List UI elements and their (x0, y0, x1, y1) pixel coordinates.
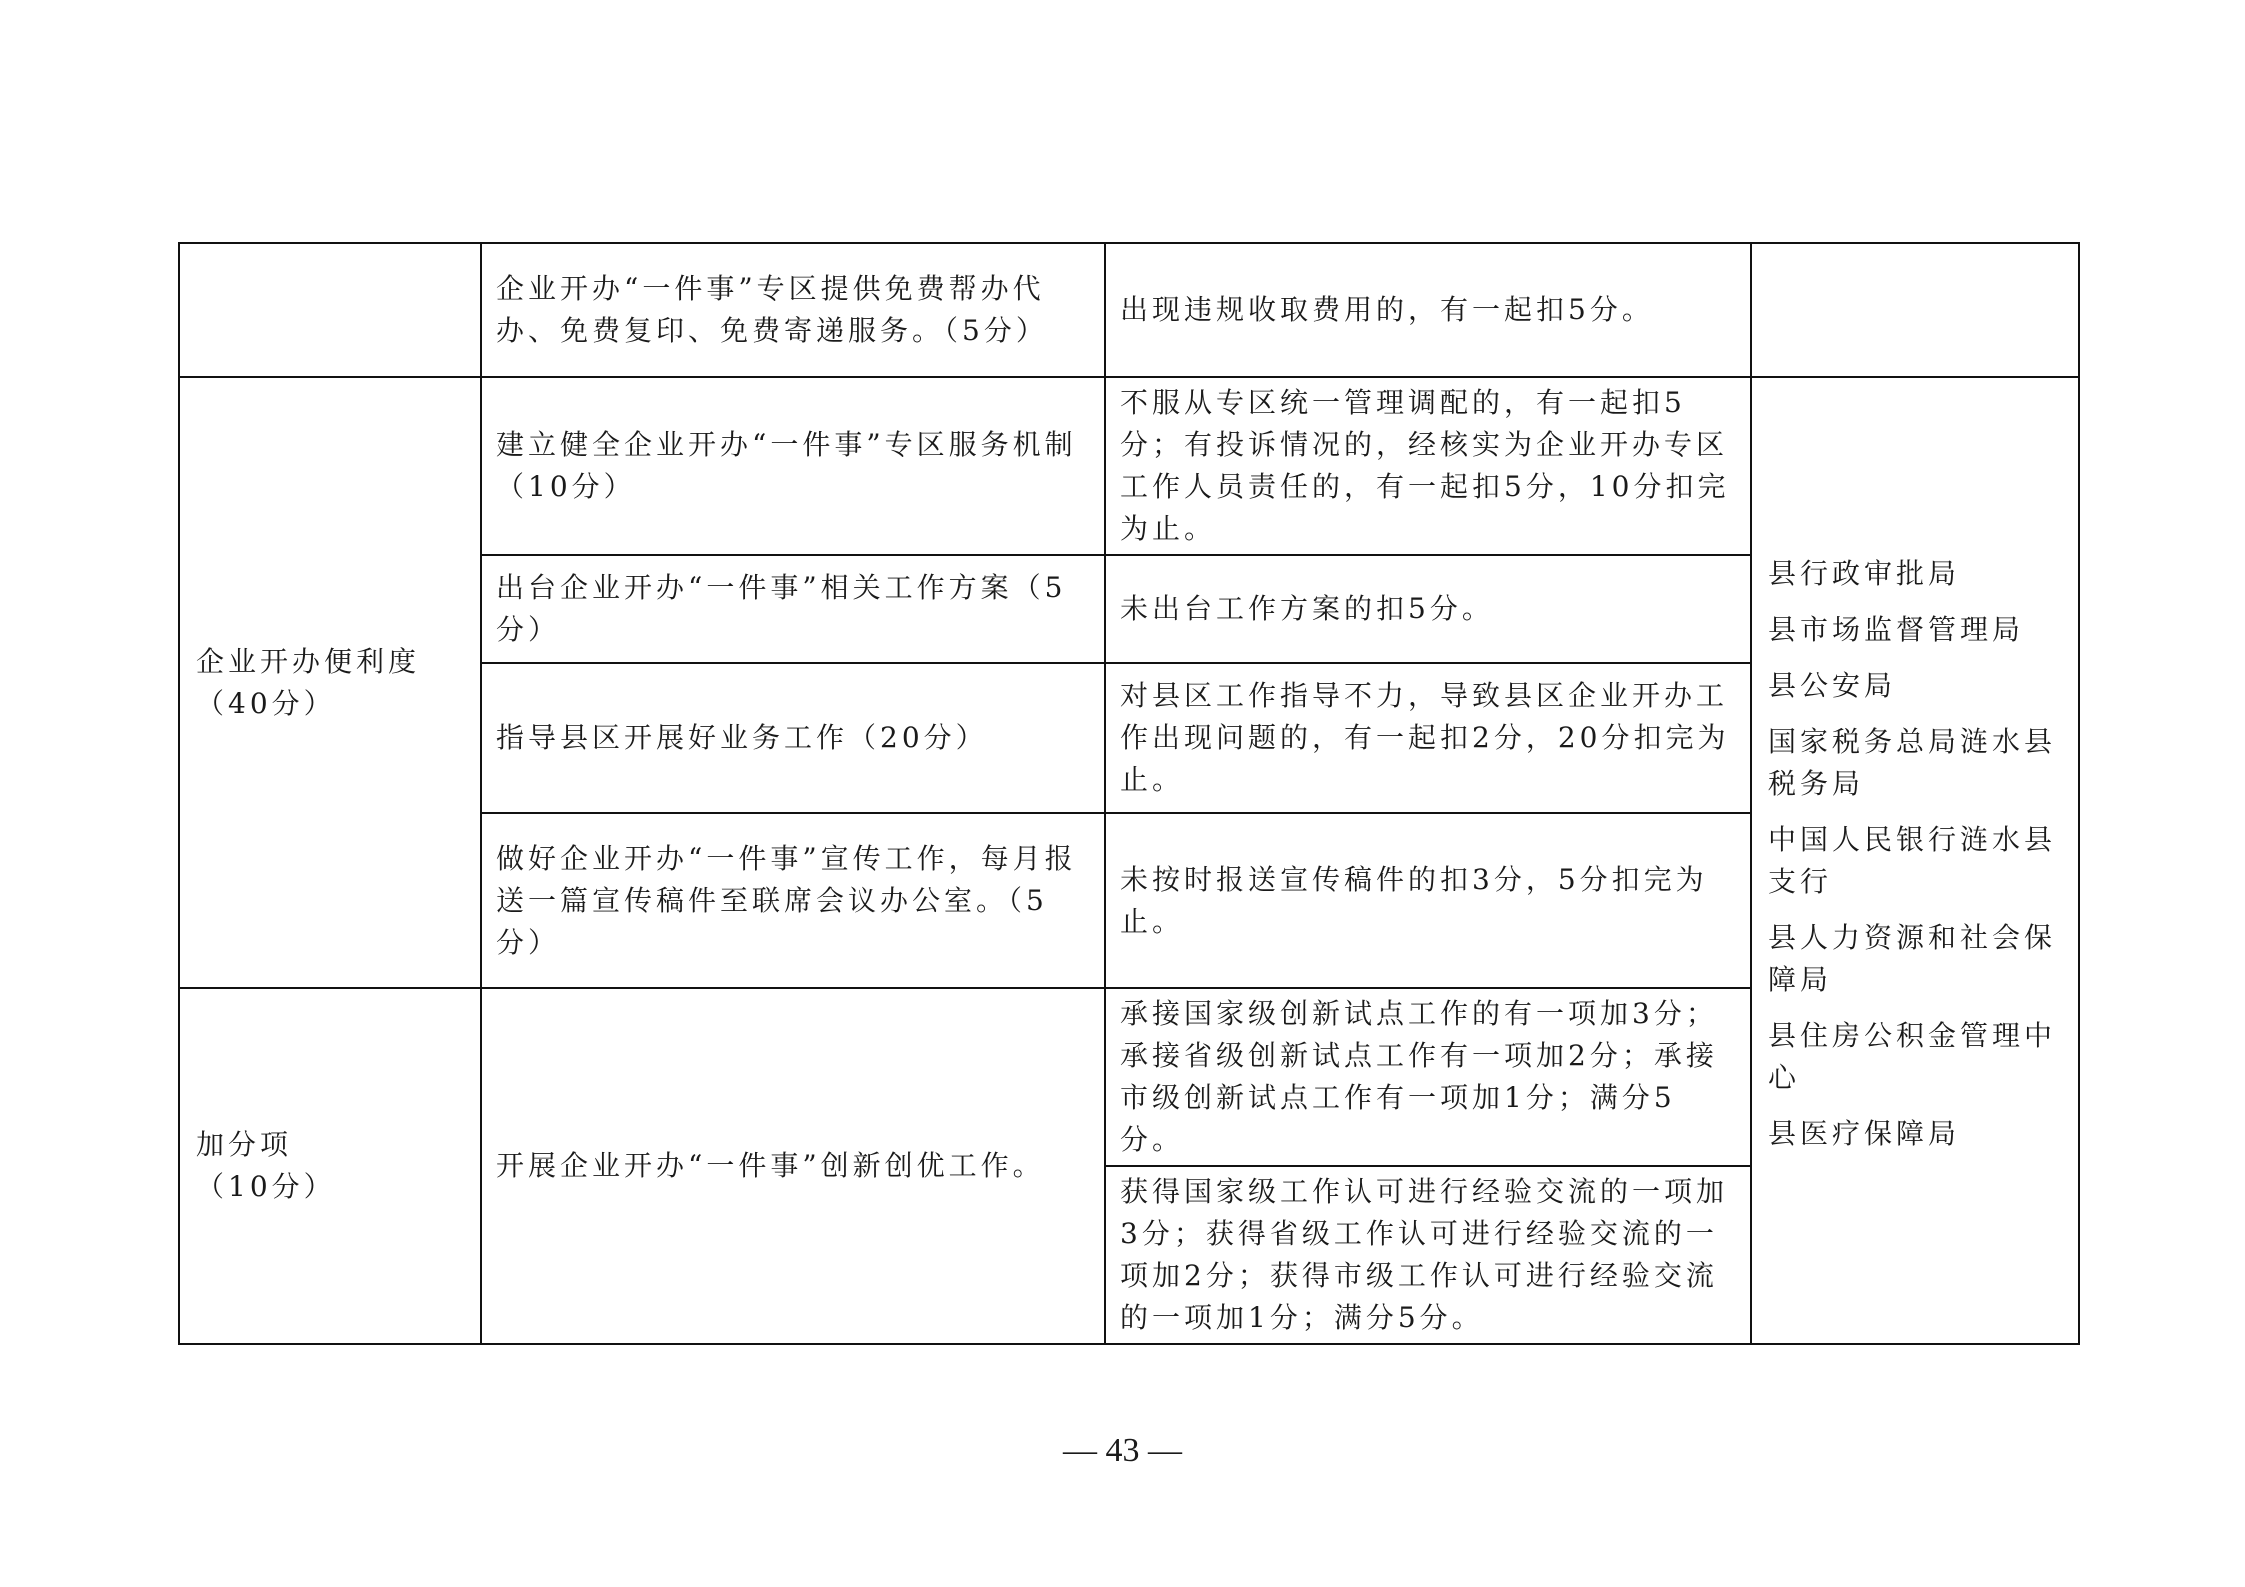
rule-cell: 获得国家级工作认可进行经验交流的一项加3分；获得省级工作认可进行经验交流的一项加2分；获得市级工作认可进行经验交流的一项加1分；满分5分。 (1105, 1166, 1751, 1344)
rule-cell: 出现违规收取费用的，有一起扣5分。 (1105, 243, 1751, 377)
department-item: 县住房公积金管理中心 (1768, 1018, 2057, 1094)
department-item: 县人力资源和社会保障局 (1768, 920, 2057, 996)
category-name: 加分项 (196, 1128, 293, 1161)
category-cell-empty (179, 243, 481, 377)
department-item: 县公安局 (1768, 668, 1897, 702)
item-cell: 企业开办“一件事”专区提供免费帮办代办、免费复印、免费寄递服务。（5分） (481, 243, 1105, 377)
category-name: 企业开办便利度 (196, 644, 421, 678)
rule-cell: 对县区工作指导不力，导致县区企业开办工作出现问题的，有一起扣2分，20分扣完为止。 (1105, 663, 1751, 813)
department-item: 县行政审批局 (1768, 556, 1961, 590)
responsible-departments-cell (1751, 377, 2079, 1344)
assessment-table (178, 242, 2080, 1345)
rule-cell: 未出台工作方案的扣5分。 (1105, 555, 1751, 663)
item-cell: 做好企业开办“一件事”宣传工作，每月报送一篇宣传稿件至联席会议办公室。（5分） (481, 813, 1105, 988)
rule-cell: 不服从专区统一管理调配的，有一起扣5分；有投诉情况的，经核实为企业开办专区工作人员责任的，有一起扣5分，10分扣完为止。 (1105, 377, 1751, 555)
item-cell: 指导县区开展好业务工作（20分） (481, 663, 1105, 813)
table-row (179, 243, 2079, 377)
department-cell-empty (1751, 243, 2079, 377)
item-cell: 开展企业开办“一件事”创新创优工作。 (481, 988, 1105, 1344)
department-item: 县医疗保障局 (1768, 1116, 1961, 1150)
rule-cell: 未按时报送宣传稿件的扣3分，5分扣完为止。 (1105, 813, 1751, 988)
item-cell: 出台企业开办“一件事”相关工作方案（5分） (481, 555, 1105, 663)
category-cell-bonus (179, 988, 481, 1344)
category-cell-convenience (179, 377, 481, 988)
department-item: 县市场监督管理局 (1768, 612, 2025, 646)
category-score: （10分） (196, 1170, 336, 1203)
department-item: 国家税务总局涟水县税务局 (1768, 724, 2057, 800)
page-number: — 43 — (1063, 1432, 1182, 1469)
department-item: 中国人民银行涟水县支行 (1768, 822, 2057, 898)
rule-cell: 承接国家级创新试点工作的有一项加3分；承接省级创新试点工作有一项加2分；承接市级创新试点工作有一项加1分；满分5分。 (1105, 988, 1751, 1166)
category-score: （40分） (196, 686, 336, 720)
item-cell: 建立健全企业开办“一件事”专区服务机制（10分） (481, 377, 1105, 555)
table-row (179, 377, 2079, 555)
